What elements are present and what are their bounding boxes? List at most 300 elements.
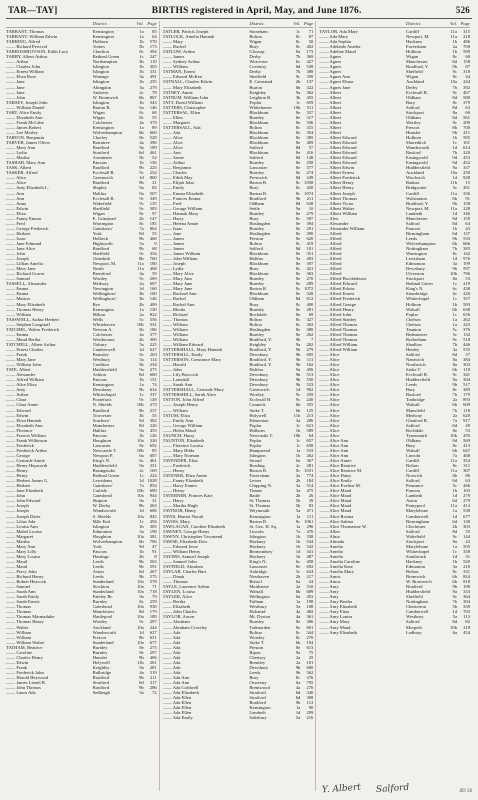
entry-vol: 6c [139, 457, 144, 463]
entry-name: —— Alice [319, 362, 340, 368]
entry-page: 361 [306, 614, 314, 620]
entry-page: 111 [306, 357, 314, 363]
entry-vol: 9b [139, 235, 144, 241]
entry-vol: 8d [452, 352, 458, 357]
entry-name: TAYERS, Samuel Joseph [162, 553, 210, 559]
entry-page: 24 [308, 579, 314, 585]
entry-district: Islington [249, 533, 266, 539]
entry-vol: 11a [137, 261, 144, 267]
entry-vol: 1b [295, 427, 301, 433]
entry-page: 796 [463, 271, 471, 277]
entry-page: 458 [306, 558, 314, 564]
entry-district: Scarboro' [92, 417, 111, 423]
entry-district: Whitechapel [92, 392, 116, 398]
entry-vol: 9a [139, 427, 144, 433]
entry-vol: 9b [452, 200, 458, 206]
entry-vol: 6a [139, 452, 144, 458]
entry-page: 317 [306, 114, 314, 120]
entry-vol: 5b [139, 155, 144, 161]
entry-page: 475 [306, 488, 314, 494]
entry-vol: 9b [452, 64, 458, 70]
entry-district: Newton A. [92, 326, 113, 332]
entry-name: —— Herbert James G. [6, 478, 49, 484]
entry-vol: 8e [296, 624, 301, 630]
entry-name: TAYLER, Alice [162, 594, 192, 600]
entry-name: —— Alexander William [319, 225, 365, 231]
entry-vol: 3b [139, 59, 144, 65]
entry-page: 556 [149, 316, 157, 322]
entry-district: Dewsbury [249, 372, 269, 378]
entry-vol: 8e [296, 291, 301, 297]
column-header-name [163, 21, 250, 27]
entry-name: —— Alfred John [319, 311, 352, 317]
entry-page: 113 [463, 614, 471, 620]
entry-name: —— Alice [319, 392, 340, 398]
entry-vol: 9c [452, 336, 458, 342]
entry-page: 351 [149, 463, 157, 469]
entry-district: Ecclesall B. [92, 170, 115, 176]
entry-name: TAVISS, Mary [162, 518, 191, 524]
entry-district: Dewsbury [249, 382, 269, 388]
entry-name: TATTERS, Christopher [162, 104, 206, 110]
entry-district: Woolwich [406, 175, 425, 181]
entry-page: 862 [149, 225, 157, 231]
entry-vol: 8d [295, 200, 301, 206]
entry-name: —— Jane [6, 89, 25, 95]
entry-name: —— Jane Alice [6, 246, 36, 252]
entry-district: Burnley [249, 281, 265, 287]
entry-district: Chertsey [249, 654, 266, 660]
entry-vol: 8e [296, 160, 301, 166]
entry-district: Leeds [92, 558, 104, 564]
entry-vol: 4b [452, 473, 458, 479]
entry-vol: 8d [139, 422, 144, 428]
entry-district: Burnley [249, 331, 265, 337]
entry-page: 275 [149, 367, 157, 373]
entry-name: —— Alfred Henry [319, 306, 355, 312]
entry-vol: 9a [139, 145, 144, 151]
entry-page: 31 [152, 498, 157, 504]
entry-page: 561 [463, 114, 471, 120]
entry-page: 275 [149, 644, 157, 650]
entry-page: 289 [306, 281, 314, 287]
entry-vol: 8c [296, 180, 301, 186]
entry-vol: 1a [139, 34, 144, 40]
entry-district: Ledbury [406, 629, 422, 635]
entry-page: 612 [306, 296, 314, 302]
entry-page: 377 [149, 331, 157, 337]
entry-name: —— Arthur [162, 160, 186, 166]
entry-district: Paucras [92, 377, 107, 383]
entry-district: Derby [406, 84, 418, 90]
entry-name: —— Amos [319, 574, 341, 580]
entry-page: 760 [149, 256, 157, 262]
entry-vol: 4a [139, 669, 144, 675]
entry-name: —— Albert Edward [319, 155, 357, 161]
entry-district: Stoke T. [249, 639, 265, 645]
entry-name: —— Emily [162, 185, 185, 191]
entry-district: Salford [406, 528, 420, 534]
entry-page: 601 [306, 624, 314, 630]
entry-district: Barton R. [249, 286, 268, 292]
entry-vol: 1b [295, 543, 301, 549]
entry-page: 103 [463, 488, 471, 494]
entry-vol: 6c [452, 286, 458, 292]
entry-name: TASSELL, Alexander [6, 281, 47, 287]
entry-name: —— Elizabeth Ann [6, 422, 43, 428]
entry-name: —— Thomas [162, 579, 188, 585]
entry-name: —— Alice [319, 427, 340, 433]
entry-name: —— Alice Daisy [319, 473, 352, 479]
entry-name: —— Charles John [6, 64, 41, 70]
entry-vol: 1d [295, 710, 301, 716]
entry-district: Wakefield [406, 533, 425, 539]
entry-vol: 8c [139, 114, 144, 120]
entry-district: Nottingham [406, 599, 428, 605]
entry-name: —— Ernest William [6, 69, 45, 75]
entry-page: 270 [306, 276, 314, 282]
entry-name: —— Ada [162, 644, 181, 650]
entry-vol: 9b [295, 352, 301, 357]
entry-district: Haslingden [249, 230, 271, 236]
entry-page: 63 [465, 478, 471, 484]
entry-vol: 8a [296, 49, 301, 55]
entry-page: 74 [152, 382, 157, 388]
entry-page: 130 [149, 306, 157, 312]
entry-district: Barton R. [249, 468, 268, 474]
entry-name: —— Alice [162, 140, 183, 146]
entry-page: 44 [465, 74, 471, 80]
entry-page: 339 [463, 604, 471, 610]
entry-name: —— Alice Ann [319, 442, 349, 448]
entry-vol: 9b [295, 372, 301, 378]
entry-page: 700 [463, 44, 471, 50]
entry-vol: 11a [450, 457, 458, 463]
entry-district: Barton R. [249, 518, 268, 524]
entry-page: 114 [149, 357, 157, 363]
entry-vol: 5c [452, 185, 458, 191]
entry-district: Lewes [249, 478, 262, 484]
entry-vol: 6d [452, 498, 458, 504]
entry-vol: 8e [296, 109, 301, 115]
entry-district: Hunslet [406, 129, 421, 135]
entry-page: 394 [306, 220, 314, 226]
entry-vol: 1c [139, 518, 144, 524]
entry-district: Lincoln [406, 452, 421, 458]
entry-name: —— Arthur [6, 59, 29, 65]
column-header-name [319, 21, 406, 27]
entry-vol: 5a [139, 357, 144, 363]
entry-name: —— Albert [319, 109, 342, 115]
entry-name: —— James William [162, 251, 201, 257]
entry-district: Wellingboro' [92, 296, 117, 302]
entry-vol: 11b [450, 180, 458, 186]
entry-page: 52 [152, 155, 157, 161]
entry-name: —— Amelia Kate [319, 563, 353, 569]
entry-vol: 9c [296, 74, 301, 80]
entry-page: 247 [149, 54, 157, 60]
entry-page: 376 [306, 675, 314, 680]
entry-district: Holywell [249, 412, 267, 418]
entry-district: St. Thomas [249, 503, 271, 509]
entry-vol: 8d [452, 94, 458, 100]
entry-vol: 9d [452, 155, 458, 161]
column-header-district: District. [92, 21, 108, 26]
entry-vol: 8d [452, 478, 458, 484]
entry-name: —— Albert Edward [319, 145, 357, 151]
entry-district: Pancras [406, 488, 421, 494]
entry-district: Salford [406, 352, 420, 357]
entry-page: 341 [463, 372, 471, 378]
entry-page: 660 [149, 372, 157, 378]
entry-district: Wigan [406, 74, 419, 80]
entry-name: —— Emma [6, 286, 29, 292]
entry-page: 64 [308, 432, 314, 438]
entry-vol: 8e [296, 114, 301, 120]
entry-name: —— Ada Ann [162, 675, 190, 680]
entry-vol: 9b [139, 675, 144, 680]
entry-vol: 1d [295, 548, 301, 554]
entry-vol: 6b [139, 94, 144, 100]
entry-vol: 5a [139, 240, 144, 246]
entry-vol: 10a [137, 437, 144, 443]
entry-name: —— Eliza Hannah [6, 417, 42, 423]
entry-name: —— Isaac [162, 225, 183, 231]
entry-district: Birmingham [406, 518, 430, 524]
entry-page: 695 [306, 352, 314, 357]
entry-vol: 10a [137, 604, 144, 610]
entry-name: TASHAR, Mary Ann [6, 160, 46, 166]
entry-district: Oldham [249, 296, 265, 302]
entry-vol: 10b [136, 402, 144, 408]
entry-district: Wandsworth [92, 629, 116, 635]
entry-vol: 5c [452, 331, 458, 337]
entry-name: TATMAN, Ernest [162, 69, 196, 75]
entry-page: 158 [463, 200, 471, 206]
entry-page: 795 [306, 680, 314, 686]
entry-district: Holborn [249, 427, 265, 433]
entry-district: Salisbury [249, 715, 267, 721]
entry-district: Houghton [92, 437, 112, 443]
entry-page: 261 [149, 659, 157, 665]
entry-vol: 6b [295, 402, 301, 408]
entry-district: Holborn [406, 134, 422, 140]
entry-page: 226 [149, 422, 157, 428]
entry-name: —— Edward Jesse [162, 543, 198, 549]
entry-vol: 8c [296, 301, 301, 307]
entry-page: 259 [306, 392, 314, 398]
entry-vol: 8d [295, 155, 301, 161]
entry-vol: 8e [296, 134, 301, 140]
entry-district: Southwark [406, 553, 426, 559]
entry-name: —— Ada [162, 634, 181, 640]
entry-page: 151 [149, 377, 157, 383]
entry-district: Walsall [406, 402, 420, 408]
entry-vol: 8d [452, 104, 458, 110]
entry-district: Hampstead [249, 447, 271, 453]
entry-page: 55 [465, 528, 471, 534]
entry-district: Leeds [406, 382, 417, 388]
entry-vol: 10b [136, 321, 144, 327]
entry-vol: 7b [295, 69, 301, 75]
entry-district: Haslingden [249, 326, 271, 332]
entry-page: 818 [463, 579, 471, 585]
entry-vol: 3a [452, 346, 458, 352]
entry-name: —— Edward [6, 407, 31, 413]
entry-page: 513 [306, 372, 314, 378]
entry-vol: 9c [139, 397, 144, 403]
entry-district: Faversham [406, 44, 427, 50]
entry-name: TATCHELL, Albert Arthur [6, 341, 56, 347]
entry-page: 130 [463, 518, 471, 524]
entry-name: —— Amy Elizabeth [319, 629, 358, 635]
entry-district: Lancaster [249, 165, 268, 171]
entry-name: —— Henry [162, 488, 185, 494]
entry-vol: 5c [452, 326, 458, 332]
entry-name: —— James [162, 235, 185, 241]
entry-district: Rotherham [406, 336, 427, 342]
entry-name: —— Amelia [319, 553, 343, 559]
entry-page: 514 [306, 483, 314, 489]
entry-name: TAYLE, Laurence Arthur [162, 584, 210, 590]
register-entry [163, 715, 314, 720]
entry-vol: 8d [295, 246, 301, 252]
entry-page: 219 [463, 281, 471, 287]
entry-page: 63 [465, 104, 471, 110]
entry-page: 10 [308, 205, 314, 211]
entry-district: Islington [92, 79, 110, 85]
entry-page: 180 [149, 261, 157, 267]
entry-page: 446 [463, 341, 471, 347]
entry-name: TATLOCK, Amelia Hannah [162, 34, 215, 40]
entry-district: St. Thomas [249, 498, 271, 504]
entry-page: 72 [152, 690, 157, 696]
header-range: TAR—TAY] [8, 5, 58, 15]
entry-page: 409 [306, 140, 314, 146]
entry-vol: 1b [139, 69, 144, 75]
entry-page: 358 [463, 548, 471, 554]
entry-district: Hackney [406, 558, 423, 564]
entry-district: York [92, 543, 102, 549]
entry-district: Easingwold [406, 155, 428, 161]
entry-page: 531 [149, 321, 157, 327]
register-page [6, 4, 472, 794]
entry-name: —— Helen Maud [162, 427, 196, 433]
entry-vol: 8d [452, 619, 458, 625]
entry-district: Sheffield [406, 594, 423, 600]
entry-page: 291 [306, 225, 314, 231]
entry-vol: 8b [139, 256, 144, 262]
entry-page: 281 [149, 664, 157, 670]
entry-district: Prestwich [249, 175, 268, 181]
entry-page: 487 [306, 553, 314, 559]
entry-district: N. Shields [92, 402, 112, 408]
entry-name: —— Albert Thomas [319, 195, 358, 201]
entry-name: —— Alfred George [319, 301, 356, 307]
entry-vol: 10b [293, 432, 301, 438]
entry-page: 482 [306, 609, 314, 615]
entry-vol: 9c [139, 352, 144, 357]
entry-district: Stockton [92, 584, 110, 590]
entry-vol: 8d [452, 437, 458, 443]
entry-page: 452 [463, 160, 471, 166]
entry-name: —— Harold [162, 362, 186, 368]
entry-vol: 8e [296, 150, 301, 156]
entry-page: 237 [149, 407, 157, 413]
entry-name: —— Alfred Edward [319, 281, 357, 287]
entry-name: TARTON, Benjamin [6, 134, 45, 140]
column-header [6, 21, 157, 28]
entry-vol: 1b [139, 79, 144, 85]
entry-vol: 9b [452, 129, 458, 135]
entry-vol: 8e [296, 230, 301, 236]
entry-page: 689 [149, 488, 157, 494]
entry-page: 338 [306, 533, 314, 539]
entry-vol: 2a [296, 584, 301, 590]
entry-page: 354 [463, 457, 471, 463]
entry-district: Huddersfield [406, 589, 430, 595]
entry-name: —— Joseph [6, 256, 29, 262]
entry-district: Lambeth [249, 710, 266, 716]
entry-name: —— Rachel [162, 296, 186, 302]
entry-name: —— Hannah Mary [162, 210, 199, 216]
entry-vol: 9a [139, 367, 144, 373]
entry-page: 349 [149, 195, 157, 201]
entry-vol: 1c [452, 296, 458, 302]
entry-district: Burton [249, 84, 263, 90]
entry-name: —— Frederick Arthur [6, 447, 48, 453]
entry-vol: 2c [296, 463, 301, 469]
entry-vol: 8e [452, 427, 458, 433]
entry-district: Stockport [406, 538, 424, 544]
entry-page: 867 [149, 94, 157, 100]
entry-name: —— Richard Gower [6, 271, 45, 277]
entry-district: Rochdale [249, 311, 267, 317]
entry-name: —— Alfred [319, 256, 342, 262]
entry-page: 100 [149, 291, 157, 297]
entry-page: 533 [306, 447, 314, 453]
entry-vol: 11b [136, 659, 144, 665]
entry-vol: 5c [452, 483, 458, 489]
entry-district: Bradford [92, 246, 110, 252]
entry-name: —— William [162, 321, 188, 327]
entry-district: Burnley [249, 114, 265, 120]
entry-page: 390 [306, 230, 314, 236]
entry-name: —— Edward McKee [162, 74, 202, 80]
entry-vol: 8d [452, 220, 458, 226]
entry-vol: 1b [139, 64, 144, 70]
entry-page: 326 [149, 437, 157, 443]
entry-district: Barton R. [92, 104, 111, 110]
entry-district: Blackburn [249, 129, 269, 135]
entry-vol: 6b [295, 407, 301, 413]
entry-district: Chorley [92, 134, 108, 140]
entry-name: —— Thomas [6, 604, 32, 610]
entry-name: —— Alice [162, 145, 183, 151]
entry-page: 173 [306, 49, 314, 55]
entry-vol: 9b [295, 357, 301, 363]
entry-page: 50 [308, 39, 314, 45]
entry-page: 199 [463, 261, 471, 267]
entry-vol: 3a [296, 417, 301, 423]
entry-page: 518 [463, 336, 471, 342]
entry-name: —— Maud [6, 558, 28, 564]
entry-name: —— Alice [319, 412, 340, 418]
entry-district: Bradford, Y. [249, 362, 272, 368]
entry-name: —— Annie [162, 155, 184, 161]
entry-vol: 9c [139, 276, 144, 282]
entry-page: 225 [149, 341, 157, 347]
